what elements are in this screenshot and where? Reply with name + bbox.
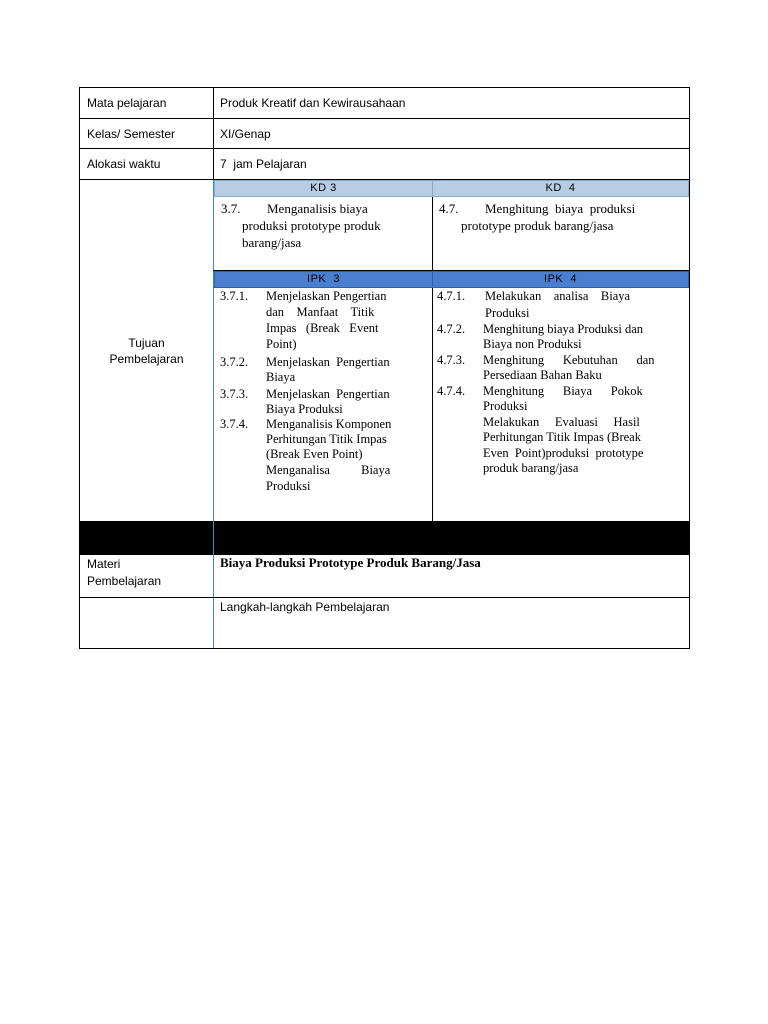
kd3-line2: produksi prototype produk bbox=[242, 218, 381, 233]
tujuan-label-line1: Tujuan bbox=[128, 336, 165, 350]
column-divider bbox=[213, 87, 214, 180]
ipk4-item-number: 4.7.4. bbox=[437, 384, 466, 398]
materi-label-line1: Materi bbox=[87, 557, 121, 571]
ipk3-item-line: Menganalisa Biaya bbox=[266, 463, 391, 477]
column-divider-blue-lower bbox=[213, 555, 214, 648]
table-border-bottom bbox=[79, 648, 690, 649]
langkah-label: Langkah-langkah Pembelajaran bbox=[220, 600, 390, 614]
ipk3-item-number: 3.7.3. bbox=[220, 387, 249, 401]
ipk4-item-line: produk barang/jasa bbox=[483, 461, 579, 475]
kd-column-divider bbox=[432, 180, 433, 521]
kd3-number: 3.7. bbox=[221, 201, 241, 216]
ipk3-item-line: Produksi bbox=[266, 479, 311, 493]
kd4-line1: Menghitung biaya produksi bbox=[485, 201, 636, 216]
kd3-line3: barang/jasa bbox=[242, 235, 302, 250]
ipk4-item-line: Melakukan analisa Biaya bbox=[485, 289, 631, 303]
ipk3-item-number: 3.7.4. bbox=[220, 417, 249, 431]
section-separator-bar bbox=[79, 521, 690, 555]
ipk4-item-line: Perhitungan Titik Impas (Break bbox=[483, 430, 641, 444]
ipk4-item-line: Menghitung Biaya Pokok bbox=[483, 384, 643, 398]
column-divider-blue bbox=[213, 180, 214, 521]
ipk4-item-line: Even Point)produksi prototype bbox=[483, 446, 644, 460]
ipk3-item-line: Menganalisis Komponen bbox=[266, 417, 392, 431]
kd4-line2: prototype produk barang/jasa bbox=[461, 218, 614, 233]
ipk3-item-number: 3.7.2. bbox=[220, 355, 249, 369]
table-border-top bbox=[79, 87, 690, 88]
tujuan-label bbox=[80, 335, 213, 367]
ipk4-item-line: Biaya non Produksi bbox=[483, 337, 582, 351]
kd3-header: KD 3 bbox=[214, 180, 433, 197]
ipk3-item-line: Biaya bbox=[266, 370, 296, 384]
ipk3-item-line: dan Manfaat Titik bbox=[266, 305, 375, 319]
ipk4-item-number: 4.7.1. bbox=[437, 289, 466, 303]
row-line bbox=[79, 148, 690, 149]
ipk4-item-line: Produksi bbox=[483, 399, 528, 413]
kd3-line1: Menganalisis biaya bbox=[267, 201, 368, 216]
alokasi-waktu-label: Alokasi waktu bbox=[87, 157, 161, 171]
ipk3-item-number: 3.7.1. bbox=[220, 289, 249, 303]
tujuan-label-line2: Pembelajaran bbox=[109, 352, 184, 366]
table-border-left bbox=[79, 87, 80, 649]
ipk4-item-line: Produksi bbox=[485, 306, 530, 320]
ipk3-item-line: Point) bbox=[266, 337, 297, 351]
row-line bbox=[79, 118, 690, 119]
materi-label bbox=[87, 556, 161, 590]
ipk3-item-line: Menjelaskan Pengertian bbox=[266, 355, 390, 369]
ipk4-item-number: 4.7.3. bbox=[437, 353, 466, 367]
ipk4-item-line: Melakukan Evaluasi Hasil bbox=[483, 415, 640, 429]
ipk3-item-line: Menjelaskan Pengertian bbox=[266, 387, 390, 401]
ipk4-item-line: Menghitung biaya Produksi dan bbox=[483, 322, 644, 336]
ipk4-item-number: 4.7.2. bbox=[437, 322, 466, 336]
ipk3-item-line: (Break Even Point) bbox=[266, 447, 363, 461]
ipk3-item-line: Perhitungan Titik Impas bbox=[266, 432, 387, 446]
mata-pelajaran-value: Produk Kreatif dan Kewirausahaan bbox=[220, 96, 406, 110]
table-border-right bbox=[689, 87, 690, 649]
ipk3-item-line: Impas (Break Event bbox=[266, 321, 379, 335]
ipk3-header: IPK 3 bbox=[214, 271, 433, 288]
ipk3-item-line: Menjelaskan Pengertian bbox=[266, 289, 387, 303]
ipk3-item-line: Biaya Produksi bbox=[266, 402, 343, 416]
separator-divider bbox=[213, 521, 214, 555]
ipk4-item-line: Menghitung Kebutuhan dan bbox=[483, 353, 655, 367]
mata-pelajaran-label: Mata pelajaran bbox=[87, 96, 167, 110]
materi-value: Biaya Produksi Prototype Produk Barang/Jasa bbox=[220, 555, 481, 570]
kd4-number: 4.7. bbox=[439, 201, 459, 216]
alokasi-waktu-value: 7 jam Pelajaran bbox=[220, 157, 307, 171]
kelas-semester-value: XI/Genap bbox=[220, 127, 271, 141]
ipk4-item-line: Persediaan Bahan Baku bbox=[483, 368, 602, 382]
row-line bbox=[79, 597, 690, 598]
ipk4-header: IPK 4 bbox=[432, 271, 689, 288]
materi-label-line2: Pembelajaran bbox=[87, 574, 162, 588]
kelas-semester-label: Kelas/ Semester bbox=[87, 127, 176, 141]
kd4-header: KD 4 bbox=[432, 180, 689, 197]
